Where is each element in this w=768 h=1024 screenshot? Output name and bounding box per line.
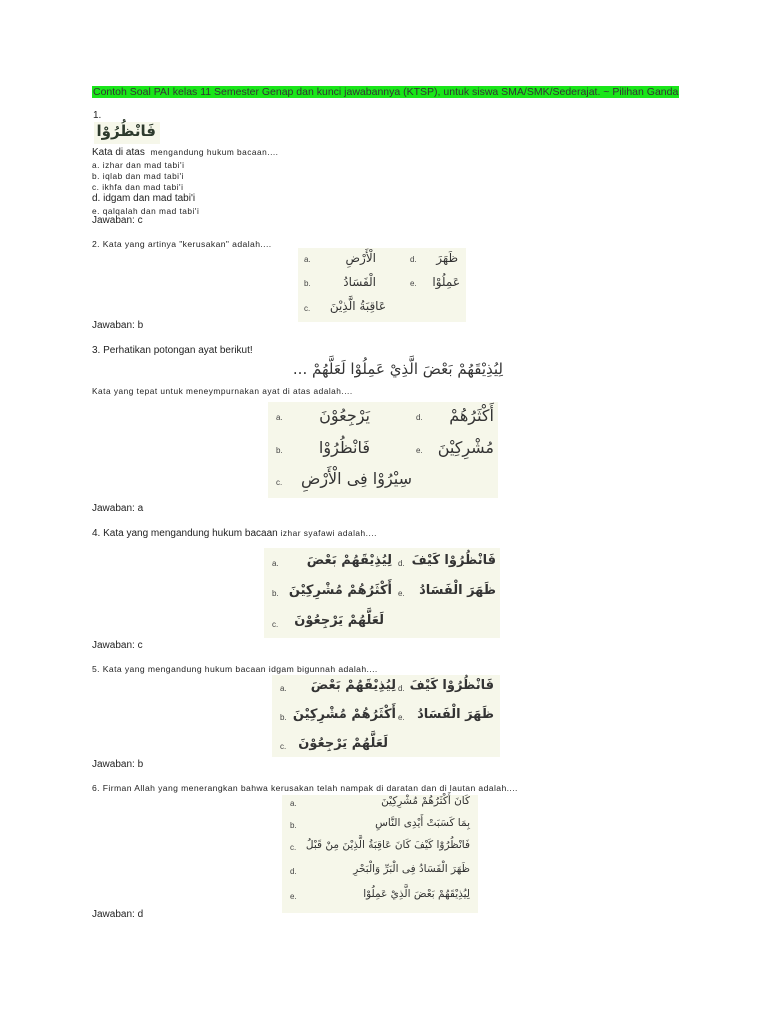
- q5-opt-b-label: b.: [280, 713, 287, 722]
- q3-opt-a-label: a.: [276, 413, 283, 422]
- q6-opt-d-label: d.: [290, 867, 297, 876]
- q5-answer: Jawaban: b: [92, 759, 144, 770]
- q5-options-image: [272, 675, 500, 757]
- q1-prompt: [92, 147, 279, 159]
- q4-opt-c-label: c.: [272, 620, 279, 629]
- q1-arabic-image: [94, 122, 160, 144]
- q6-opt-b-label: b.: [290, 821, 297, 830]
- q3-question: 3. Perhatikan potongan ayat berikut!: [92, 345, 253, 356]
- q1-option-e: e. qalqalah dan mad tabi'i: [92, 206, 200, 216]
- q5-opt-c-label: c.: [280, 742, 287, 751]
- q5-opt-e-arabic: ظَهَرَ الْفَسَادُ: [417, 707, 494, 722]
- q5-opt-d-label: d.: [398, 684, 405, 693]
- q4-question: [92, 528, 377, 540]
- q6-opt-a-label: a.: [290, 799, 297, 808]
- q3-answer: Jawaban: a: [92, 503, 144, 514]
- q1-arabic-word: فَانْظُرُوْا: [96, 122, 156, 140]
- q3-opt-b-arabic: فَانْظُرُوْا: [318, 438, 370, 457]
- q2-question: 2. Kata yang artinya "kerusakan" adalah....: [92, 239, 272, 249]
- q1-number: 1.: [93, 110, 102, 121]
- document-title: Contoh Soal PAI kelas 11 Semester Genap dan kunci jawabannya (KTSP), untuk siswa SMA/SMK/Sederajat. ~ Pilihan Ganda: [93, 86, 679, 98]
- q1-prompt-b: mengandung hukum bacaan....: [150, 147, 279, 157]
- q5-opt-e-label: e.: [398, 713, 405, 722]
- q4-opt-b-label: b.: [272, 589, 279, 598]
- q2-opt-c-arabic: عَاقِبَةُ الَّذِيْنَ: [329, 299, 386, 313]
- q5-opt-a-label: a.: [280, 684, 287, 693]
- q4-question-b: izhar syafawi adalah....: [280, 528, 377, 538]
- q2-opt-a-label: a.: [304, 255, 311, 264]
- q6-opt-b-arabic: بِمَا كَسَبَتْ أَيْدِى النَّاسِ: [375, 817, 470, 829]
- q1-option-a: a. izhar dan mad tabi'i: [92, 160, 185, 170]
- q3-opt-e-arabic: مُشْرِكِيْنَ: [437, 438, 494, 457]
- q1-option-d: d. idgam dan mad tabi'i: [92, 193, 196, 204]
- q5-opt-c-arabic: لَعَلَّهُمْ يَرْجِعُوْنَ: [298, 736, 388, 751]
- q6-opt-e-label: e.: [290, 892, 297, 901]
- q2-opt-b-label: b.: [304, 279, 311, 288]
- q6-question: 6. Firman Allah yang menerangkan bahwa kerusakan telah nampak di daratan dan di lautan adalah....: [92, 783, 518, 793]
- q3-verse-image: [253, 358, 505, 384]
- q2-opt-d-label: d.: [410, 255, 417, 264]
- q2-options-image: [298, 248, 466, 322]
- q3-subprompt: Kata yang tepat untuk meneympurnakan ayat di atas adalah....: [92, 386, 353, 396]
- q6-answer: Jawaban: d: [92, 909, 144, 920]
- q2-opt-c-label: c.: [304, 304, 311, 313]
- q4-opt-d-arabic: فَانْظُرُوْا كَيْفَ: [411, 553, 496, 568]
- q1-option-c: c. ikhfa dan mad tabi'i: [92, 182, 184, 192]
- q6-opt-e-arabic: لِيُذِيْقَهُمْ بَعْضَ الَّذِيْ عَمِلُوْا: [363, 888, 470, 900]
- q3-options-image: [268, 402, 498, 498]
- q1-prompt-a: Kata di atas: [92, 147, 145, 158]
- q2-answer: Jawaban: b: [92, 320, 144, 331]
- q6-opt-a-arabic: كَانَ أَكْثَرُهُمْ مُشْرِكِيْنَ: [381, 795, 470, 807]
- q2-opt-d-arabic: ظَهَرَ: [436, 251, 458, 265]
- q4-question-a: 4. Kata yang mengandung hukum bacaan: [92, 528, 278, 539]
- q1-answer: Jawaban: c: [92, 215, 143, 226]
- q5-opt-a-arabic: لِيُذِيْقَهُمْ بَعْضَ: [310, 678, 396, 693]
- q6-options-image: [282, 795, 478, 913]
- q3-opt-d-arabic: أَكْثَرُهُمْ: [449, 406, 494, 425]
- q4-opt-d-label: d.: [398, 559, 405, 568]
- q6-opt-d-arabic: ظَهَرَ الْفَسَادُ فِى الْبَرِّ وَالْبَحْرِ: [353, 863, 470, 875]
- q4-opt-b-arabic: أَكْثَرُهُمْ مُشْرِكِيْنَ: [288, 583, 392, 598]
- q4-answer: Jawaban: c: [92, 640, 143, 651]
- q5-question: 5. Kata yang mengandung hukum bacaan idgam bigunnah adalah....: [92, 664, 378, 674]
- q5-opt-b-arabic: أَكْثَرُهُمْ مُشْرِكِيْنَ: [292, 707, 396, 722]
- q1-option-b: b. iqlab dan mad tabi'i: [92, 171, 184, 181]
- q3-opt-e-label: e.: [416, 446, 423, 455]
- q4-opt-a-arabic: لِيُذِيْقَهُمْ بَعْضَ: [306, 553, 392, 568]
- q4-opt-e-label: e.: [398, 589, 405, 598]
- q2-opt-a-arabic: الْأَرْضِ: [345, 251, 376, 265]
- q6-opt-c-arabic: فَانْظُرُوْا كَيْفَ كَانَ عَاقِبَةُ الَّذِيْنَ مِنْ قَبْلُ: [305, 839, 470, 851]
- q3-verse: لِيُذِيْقَهُمْ بَعْضَ الَّذِيْ عَمِلُوْا لَعَلَّهُمْ ...: [292, 360, 503, 378]
- q4-opt-a-label: a.: [272, 559, 279, 568]
- q2-opt-e-arabic: عَمِلُوْا: [432, 275, 460, 289]
- q2-opt-e-label: e.: [410, 279, 417, 288]
- q6-opt-c-label: c.: [290, 843, 297, 852]
- q3-opt-a-arabic: يَرْجِعُوْنَ: [319, 406, 370, 425]
- q3-opt-c-label: c.: [276, 478, 283, 487]
- q4-opt-e-arabic: ظَهَرَ الْفَسَادُ: [419, 583, 496, 598]
- q3-opt-c-arabic: سِيْرُوْا فِى الْأَرْضِ: [300, 469, 412, 488]
- q4-opt-c-arabic: لَعَلَّهُمْ يَرْجِعُوْنَ: [294, 613, 384, 628]
- q2-opt-b-arabic: الْفَسَادُ: [343, 275, 376, 289]
- q3-opt-b-label: b.: [276, 446, 283, 455]
- q3-opt-d-label: d.: [416, 413, 423, 422]
- q4-options-image: [264, 548, 500, 638]
- q5-opt-d-arabic: فَانْظُرُوْا كَيْفَ: [409, 678, 494, 693]
